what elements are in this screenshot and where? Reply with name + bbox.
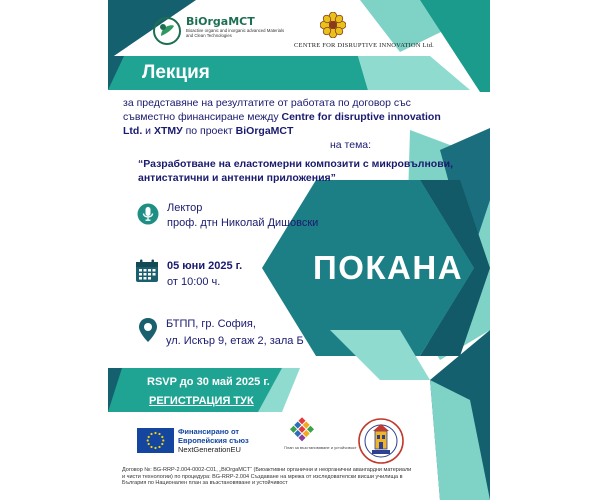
- intro-text-1: за представяне на резултатите от работата по договор със съвместно финансиране между: [123, 97, 411, 123]
- biorgamct-logo: [152, 16, 286, 46]
- eu-funding-line-1: Финансирано от: [178, 427, 240, 436]
- university-name: ХТМУ: [153, 125, 183, 137]
- rsvp-deadline: RSVP до 30 май 2025 г.: [147, 376, 270, 388]
- registration-link[interactable]: РЕГИСТРАЦИЯ ТУК: [149, 395, 254, 407]
- event-time: от 10:00 ч.: [167, 276, 221, 288]
- project-name: BiOrgaMCT: [235, 125, 294, 137]
- event-date: 05 юни 2025 г.: [167, 260, 243, 272]
- location-line-1: БТПП, гр. София,: [166, 318, 256, 330]
- eu-funding-text: [178, 427, 249, 454]
- cdi-flower-icon: [320, 12, 346, 38]
- intro-text-3: по проект: [182, 125, 236, 137]
- lecturer-name: проф. дтн Николай Дишовски: [167, 217, 319, 229]
- company-name: Centre for disruptive innovation Ltd.: [123, 111, 441, 137]
- recovery-plan-logo: [282, 415, 322, 445]
- recovery-plan-caption: План за възстановяване и устойчивост: [284, 445, 357, 450]
- eu-funding-line-2: Европейския съюз: [178, 436, 249, 445]
- location-line-2: ул. Искър 9, етаж 2, зала Б: [166, 335, 304, 347]
- cdi-logo-caption: CENTRE FOR DISRUPTIVE INNOVATION Ltd.: [294, 42, 434, 49]
- biorgamct-logo-name: BiOrgaMCT: [186, 15, 255, 28]
- university-crest-icon: [357, 417, 405, 465]
- biorgamct-logo-icon: [152, 16, 182, 46]
- on-topic-label: на тема:: [330, 139, 372, 151]
- biorgamct-logo-tagline: Bioactive organic and inorganic advanced Materials and Clean Technologies: [186, 28, 285, 38]
- title-banner-shadow: [358, 56, 470, 90]
- eu-funding-line-3: NextGenerationEU: [178, 445, 241, 454]
- intro-text-2: и: [142, 125, 154, 137]
- lecture-title: Лекция: [142, 62, 210, 83]
- calendar-icon: [135, 259, 159, 283]
- microphone-icon: [137, 203, 159, 225]
- contract-footnote: Договор №: BG-RRP-2.004-0002-C01, „BiOrgaMCT“ (Биоактивни органични и неорганични авангардни материали и чисти технологии) по процедура: BG-RRP-2.004 Създаване на мрежа от изследователски висши училища в България по Национален план за възстановяване и устойчивост: [122, 467, 412, 487]
- invitation-heading: ПОКАНА: [313, 249, 464, 286]
- lecture-topic: “Разработване на еластомерни композити с микровълнови, антистатични и антенни приложения”: [138, 158, 454, 184]
- lecturer-label: Лектор: [167, 202, 203, 214]
- eu-flag-icon: [137, 428, 174, 453]
- intro-paragraph: [123, 96, 453, 138]
- location-pin-icon: [138, 317, 158, 343]
